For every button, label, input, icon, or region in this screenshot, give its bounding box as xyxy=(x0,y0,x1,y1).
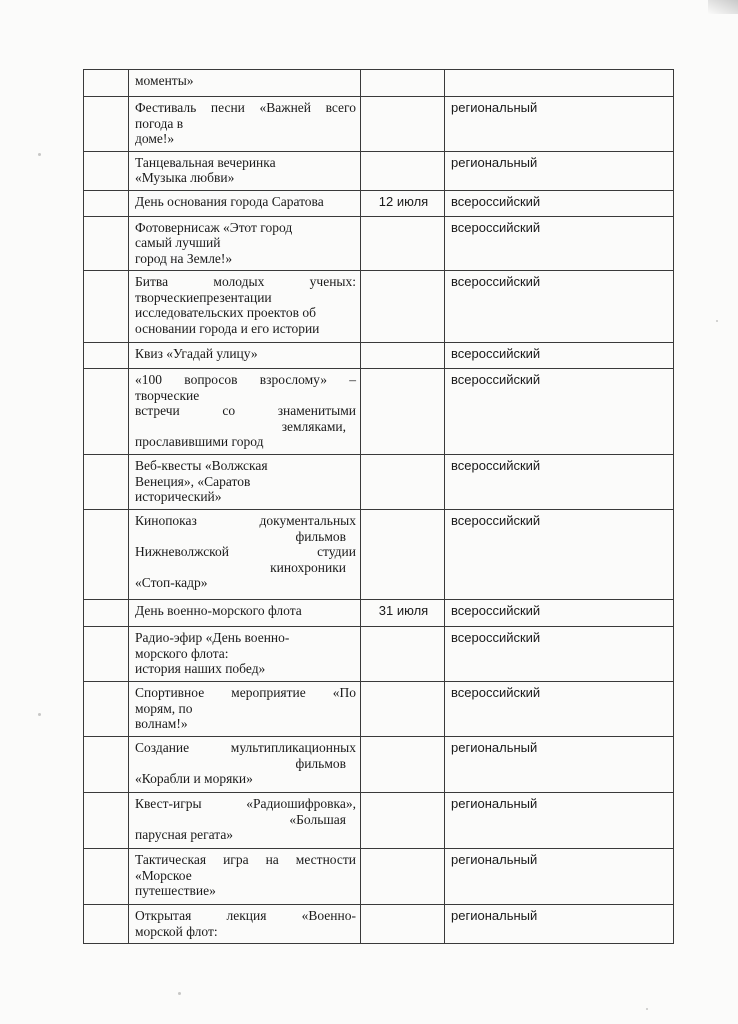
row-number-cell xyxy=(84,369,129,455)
level-cell: всероссийский xyxy=(445,216,674,271)
level-cell: всероссийский xyxy=(445,271,674,343)
event-cell xyxy=(129,97,361,152)
table-row xyxy=(84,905,674,944)
event-text-line: Радио-эфир «День военно- xyxy=(135,630,290,645)
date-cell: 31 июля xyxy=(361,600,445,627)
level-cell: всероссийский xyxy=(445,343,674,369)
table-row xyxy=(84,627,674,682)
events-table xyxy=(83,69,674,944)
row-number-cell xyxy=(84,737,129,793)
event-text-line: Фотовернисаж «Этот город xyxy=(135,219,293,235)
date-cell xyxy=(361,455,445,510)
row-number-cell xyxy=(84,455,129,510)
level-cell: региональный xyxy=(445,97,674,152)
event-text-line: Квест-игры «Радиошифровка», xyxy=(135,796,356,811)
table-row xyxy=(84,70,674,97)
event-cell xyxy=(129,682,361,737)
table-row xyxy=(84,97,674,152)
event-cell xyxy=(129,627,361,682)
row-number-cell xyxy=(84,849,129,905)
level-cell: всероссийский xyxy=(445,600,674,627)
row-number-cell xyxy=(84,905,129,944)
row-number-cell xyxy=(84,793,129,849)
event-text-line: морской флот: xyxy=(135,923,218,939)
event-text-line: прославившими город xyxy=(135,434,264,449)
date-cell xyxy=(361,343,445,369)
date-cell xyxy=(361,151,445,190)
date-cell xyxy=(361,510,445,600)
scan-speck xyxy=(38,153,41,156)
event-text-line: «Корабли и моряки» xyxy=(135,771,253,786)
event-text-line: Битва молодых ученых: xyxy=(135,274,356,289)
event-cell xyxy=(129,510,361,600)
date-cell: 12 июля xyxy=(361,190,445,216)
event-text-line: Кинопоказ документальных xyxy=(135,513,356,528)
event-cell xyxy=(129,600,361,627)
row-number-cell xyxy=(84,190,129,216)
event-text-line: история наших побед» xyxy=(135,661,266,676)
event-text-line: город на Земле!» xyxy=(135,250,233,266)
table-row xyxy=(84,216,674,271)
event-cell xyxy=(129,343,361,369)
event-text-line: «Стоп-кадр» xyxy=(135,575,208,590)
event-text-line: кинохроники xyxy=(270,559,346,575)
date-cell xyxy=(361,682,445,737)
event-text-line: доме!» xyxy=(135,131,175,146)
row-number-cell xyxy=(84,271,129,343)
level-cell xyxy=(445,70,674,97)
row-number-cell xyxy=(84,510,129,600)
table-row xyxy=(84,151,674,190)
event-text-line: Квиз «Угадай улицу» xyxy=(135,346,258,361)
table-row xyxy=(84,849,674,905)
event-text-line: «Морское xyxy=(135,867,192,883)
event-cell xyxy=(129,271,361,343)
table-row xyxy=(84,793,674,849)
level-cell: всероссийский xyxy=(445,455,674,510)
event-cell xyxy=(129,190,361,216)
event-text-line: Создание мультипликационных xyxy=(135,740,356,755)
event-text-line: творческие xyxy=(135,387,200,403)
event-text-line: Танцевальная вечеринка xyxy=(135,154,276,170)
row-number-cell xyxy=(84,600,129,627)
date-cell xyxy=(361,216,445,271)
scan-speck xyxy=(646,1008,648,1010)
date-cell xyxy=(361,369,445,455)
level-cell: региональный xyxy=(445,737,674,793)
event-text-line: фильмов xyxy=(295,755,346,771)
event-text-line: Открытая лекция «Военно- xyxy=(135,908,356,923)
event-text-line: Тактическая игра на местности xyxy=(135,852,356,867)
level-cell: всероссийский xyxy=(445,369,674,455)
event-cell xyxy=(129,369,361,455)
row-number-cell xyxy=(84,97,129,152)
event-text-line: Венеция», «Саратов xyxy=(135,473,251,489)
level-cell: всероссийский xyxy=(445,190,674,216)
table-row xyxy=(84,271,674,343)
date-cell xyxy=(361,905,445,944)
event-text-line: исторический» xyxy=(135,489,222,504)
scan-speck xyxy=(38,713,41,716)
event-cell xyxy=(129,793,361,849)
row-number-cell xyxy=(84,627,129,682)
scan-corner-shadow xyxy=(708,0,738,14)
event-cell xyxy=(129,70,361,97)
table-row xyxy=(84,600,674,627)
level-cell: региональный xyxy=(445,793,674,849)
table-row xyxy=(84,455,674,510)
table-row xyxy=(84,190,674,216)
table-row xyxy=(84,369,674,455)
event-cell xyxy=(129,455,361,510)
level-cell: всероссийский xyxy=(445,682,674,737)
event-text-line: волнам!» xyxy=(135,716,188,731)
row-number-cell xyxy=(84,70,129,97)
event-text-line: морям, по xyxy=(135,700,193,716)
event-text-line: фильмов xyxy=(295,528,346,544)
event-cell xyxy=(129,737,361,793)
date-cell xyxy=(361,97,445,152)
level-cell: региональный xyxy=(445,905,674,944)
event-text-line: самый лучший xyxy=(135,235,221,250)
date-cell xyxy=(361,627,445,682)
level-cell: региональный xyxy=(445,151,674,190)
date-cell xyxy=(361,70,445,97)
event-text-line: День военно-морского флота xyxy=(135,603,302,618)
row-number-cell xyxy=(84,151,129,190)
event-text-line: «100 вопросов взрослому» – xyxy=(135,372,356,387)
date-cell xyxy=(361,849,445,905)
event-text-line: моменты» xyxy=(135,73,194,88)
row-number-cell xyxy=(84,682,129,737)
event-text-line: День основания города Саратова xyxy=(135,193,324,209)
row-number-cell xyxy=(84,343,129,369)
event-text-line: основании города и его истории xyxy=(135,320,320,336)
event-cell xyxy=(129,849,361,905)
table-row xyxy=(84,682,674,737)
event-text-line: Спортивное мероприятие «По xyxy=(135,685,356,700)
event-text-line: Нижневолжской студии xyxy=(135,544,356,559)
scan-speck xyxy=(716,320,718,322)
event-text-line: земляками, xyxy=(281,418,346,434)
event-text-line: путешествие» xyxy=(135,883,216,898)
event-text-line: «Большая xyxy=(289,811,346,827)
event-cell xyxy=(129,905,361,944)
event-text-line: Фестиваль песни «Важней всего xyxy=(135,100,356,115)
level-cell: всероссийский xyxy=(445,510,674,600)
scan-speck xyxy=(178,992,181,995)
event-text-line: морского флота: xyxy=(135,645,229,661)
event-text-line: встречи со знаменитыми xyxy=(135,403,356,418)
event-text-line: творческиепрезентации xyxy=(135,289,272,305)
table-row xyxy=(84,510,674,600)
event-text-line: погода в xyxy=(135,115,184,131)
level-cell: всероссийский xyxy=(445,627,674,682)
table-row xyxy=(84,343,674,369)
event-cell xyxy=(129,216,361,271)
date-cell xyxy=(361,793,445,849)
event-text-line: «Музыка любви» xyxy=(135,170,235,185)
event-text-line: исследовательских проектов об xyxy=(135,305,317,320)
row-number-cell xyxy=(84,216,129,271)
date-cell xyxy=(361,271,445,343)
event-text-line: парусная регата» xyxy=(135,827,234,842)
event-cell xyxy=(129,151,361,190)
level-cell: региональный xyxy=(445,849,674,905)
table-row xyxy=(84,737,674,793)
event-text-line: Веб-квесты «Волжская xyxy=(135,458,268,473)
date-cell xyxy=(361,737,445,793)
